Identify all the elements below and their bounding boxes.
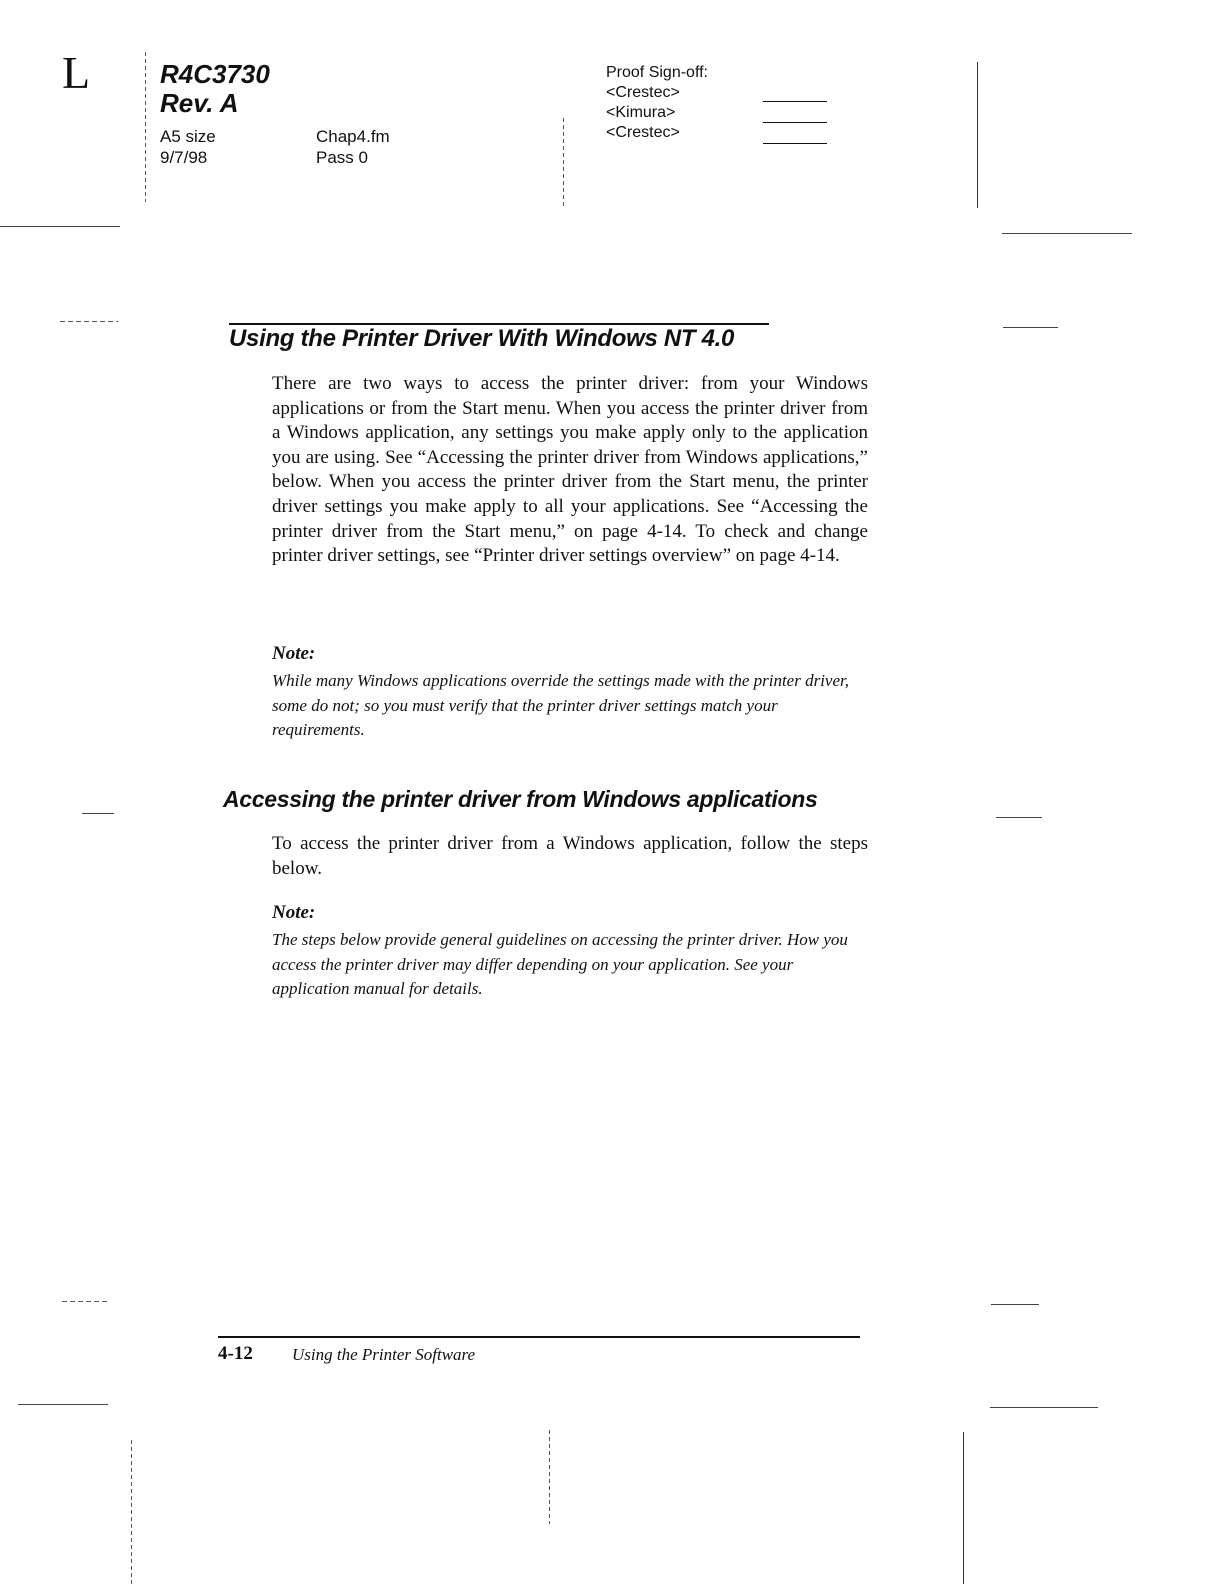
crop-mark [0,226,120,227]
doc-code: R4C3730 [160,59,270,89]
section-intro: There are two ways to access the printer driver: from your Windows applications or from the Start menu. When you access the printer driver from a Windows application, any settings you make apply only to the application you are using. See “Accessing the printer driver from Windows applications,” below. When you access the printer driver from the Start menu, the printer driver settings you make apply to all your applications. See “Accessing the printer driver from the Start menu,” on page 4-14. To check and change printer driver settings, see “Printer driver settings overview” on page 4-14. [272,373,868,567]
header-left-margin-line [145,52,146,202]
crop-mark [990,1407,1098,1408]
proof-signoff [606,63,708,143]
document-code [160,60,270,118]
crop-mark [131,1440,132,1584]
corner-letter: L [62,47,91,98]
proof-entry: <Kimura> [606,104,676,121]
footer-rule [218,1336,860,1338]
proof-title: Proof Sign-off: [606,64,708,81]
crop-mark [963,1432,964,1584]
header-right-margin-line [977,62,978,208]
note-label: Note: [272,643,316,664]
crop-mark [60,321,118,322]
note-label: Note: [272,902,316,923]
date: 9/7/98 [160,148,208,167]
signoff-line [763,101,827,102]
crop-mark [991,1304,1039,1305]
crop-mark [1003,327,1058,328]
pass: Pass 0 [316,148,368,167]
meta-right [316,126,390,168]
crop-mark [1002,233,1132,234]
crop-mark [18,1404,108,1405]
filename: Chap4.fm [316,127,390,146]
page-number: 4-12 [218,1343,253,1364]
crop-mark [996,817,1042,818]
crop-mark [82,813,114,814]
section-title: Using the Printer Driver With Windows NT 4.0 [229,323,769,353]
meta-left [160,126,216,168]
chapter-title: Using the Printer Software [292,1345,476,1364]
crop-mark [62,1301,108,1302]
note-text: While many Windows applications override the settings made with the printer driver, some do not; so you must verify that the printer driver settings match your requirements. [272,671,849,739]
proof-entry: <Crestec> [606,84,680,101]
crop-mark [549,1430,550,1524]
signoff-line [763,122,827,123]
subsection-intro: To access the printer driver from a Windows application, follow the steps below. [272,833,868,879]
header-center-line [563,118,564,206]
subsection-title: Accessing the printer driver from Windows applications [223,786,818,812]
note-text: The steps below provide general guidelines on accessing the printer driver. How you access the printer driver may differ depending on your application. See your application manual for details. [272,930,848,998]
page-size: A5 size [160,127,216,146]
signoff-line [763,143,827,144]
proof-entry: <Crestec> [606,124,680,141]
revision: Rev. A [160,88,239,119]
